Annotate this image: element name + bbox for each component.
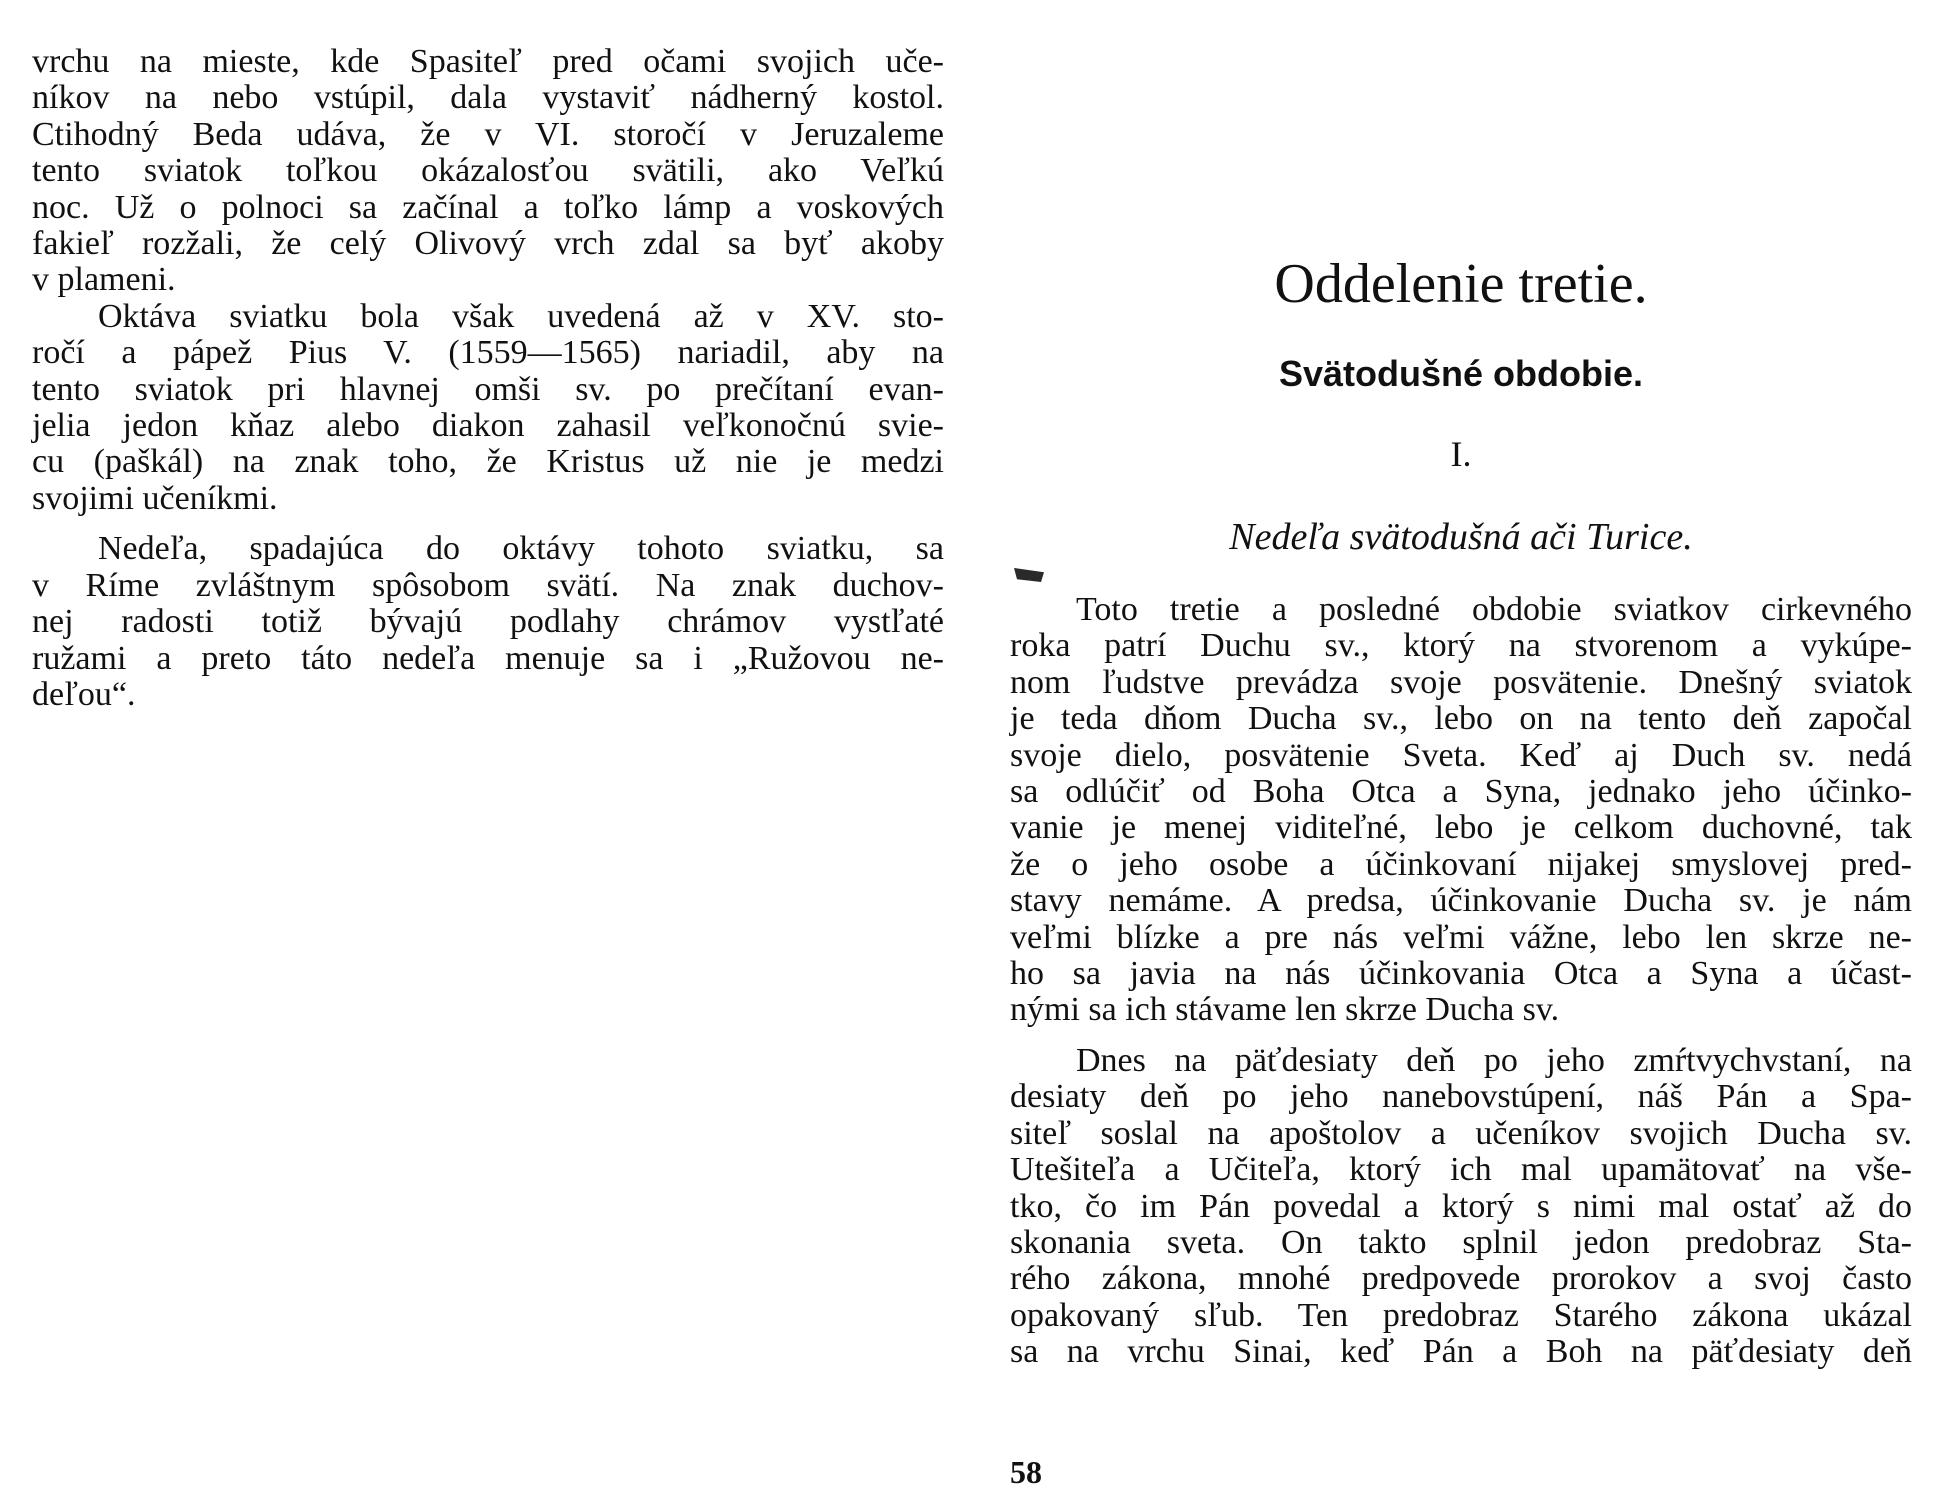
text-line: tko, čo im Pán povedal a ktorý s nimi mal ostať až do: [1010, 1187, 1912, 1225]
right-page: [1010, 0, 1912, 1500]
paragraph: [32, 299, 944, 517]
text-line: ho sa javia na nás účinkovania Otca a Syna a účast-: [1010, 955, 1912, 993]
text-line: skonania sveta. On takto splnil jedon predobraz Sta-: [1010, 1223, 1912, 1261]
print-speck-mark: [1014, 568, 1044, 582]
text-line: ročí a pápež Pius V. (1559—1565) nariadil, aby na: [32, 334, 944, 372]
text-line: desiaty deň po jeho nanebovstúpení, náš Pán a Spa-: [1010, 1078, 1912, 1116]
text-line: Dnes na päťdesiaty deň po jeho zmŕtvychvstaní, na: [1076, 1041, 1912, 1079]
page-number: 58: [1010, 1454, 1042, 1490]
text-line: Oktáva sviatku bola však uvedená až v XV. sto-: [98, 297, 944, 335]
text-line: rého zákona, mnohé predpovede prorokov a svoj často: [1010, 1260, 1912, 1298]
text-line: sa na vrchu Sinai, keď Pán a Boh na päťdesiaty deň: [1010, 1333, 1912, 1371]
text-line: roka patrí Duchu sv., ktorý na stvorenom a vykúpe-: [1010, 627, 1912, 665]
text-line: ružami a preto táto nedeľa menuje sa i „Ružovou ne-: [32, 639, 944, 677]
right-page-text: [1010, 592, 1912, 1371]
text-line: jelia jedon kňaz alebo diakon zahasil veľkonočnú svie-: [32, 407, 944, 445]
text-line: veľmi blízke a pre nás veľmi vážne, lebo len skrze ne-: [1010, 918, 1912, 956]
text-line: opakovaný sľub. Ten predobraz Starého zákona ukázal: [1010, 1296, 1912, 1334]
left-page: [32, 0, 944, 1500]
section-title: Oddelenie tretie.: [1274, 253, 1648, 315]
text-line: je teda dňom Ducha sv., lebo on na tento deň započal: [1010, 700, 1912, 738]
text-line: v plameni.: [32, 261, 176, 299]
text-line: Toto tretie a posledné obdobie sviatkov cirkevného: [1076, 591, 1912, 628]
text-line: sa odlúčiť od Boha Otca a Syna, jednako jeho účinko-: [1010, 773, 1912, 811]
text-line: noc. Už o polnoci sa začínal a toľko lámp a voskových: [32, 188, 944, 226]
paragraph: [1010, 1043, 1912, 1371]
text-line: Ctihodný Beda udáva, že v VI. storočí v Jeruzaleme: [32, 115, 944, 153]
text-line: tento sviatok pri hlavnej omši sv. po prečítaní evan-: [32, 370, 944, 408]
text-line: že o jeho osobe a účinkovaní nijakej smyslovej pred-: [1010, 845, 1912, 883]
text-line: Utešiteľa a Učiteľa, ktorý ich mal upamätovať na vše-: [1010, 1151, 1912, 1189]
paragraph: [32, 44, 944, 299]
text-line: nými sa ich stávame len skrze Ducha sv.: [1010, 991, 1560, 1029]
left-page-text: [32, 44, 944, 713]
text-line: cu (paškál) na znak toho, že Kristus už nie je medzi: [32, 443, 944, 481]
text-line: fakieľ rozžali, že celý Olivový vrch zdal sa byť akoby: [32, 225, 944, 263]
text-line: vrchu na mieste, kde Spasiteľ pred očami svojich uče-: [32, 43, 944, 80]
text-line: tento sviatok toľkou okázalosťou svätili, ako Veľkú: [32, 152, 944, 190]
paragraph: [1010, 592, 1912, 1029]
paragraph: [32, 531, 944, 713]
text-line: nej radosti totiž bývajú podlahy chrámov vystľaté: [32, 603, 944, 641]
text-line: svoje dielo, posvätenie Sveta. Keď aj Duch sv. nedá: [1010, 736, 1912, 774]
text-line: nom ľudstve prevádza svoje posvätenie. Dnešný sviatok: [1010, 663, 1912, 701]
chapter-number: I.: [1450, 434, 1472, 474]
text-line: stavy nemáme. A predsa, účinkovanie Ducha sv. je nám: [1010, 882, 1912, 920]
text-line: Nedeľa, spadajúca do oktávy tohoto sviatku, sa: [98, 530, 944, 568]
chapter-title: Nedeľa svätodušná ači Turice.: [1229, 516, 1693, 558]
section-subtitle: Svätodušné obdobie.: [1278, 353, 1644, 394]
text-line: siteľ soslal na apoštolov a učeníkov svojich Ducha sv.: [1010, 1114, 1912, 1152]
text-line: deľou“.: [32, 675, 136, 713]
text-line: níkov na nebo vstúpil, dala vystaviť nádherný kostol.: [32, 79, 944, 117]
text-line: v Ríme zvláštnym spôsobom svätí. Na znak duchov-: [32, 566, 944, 604]
text-line: vanie je menej viditeľné, lebo je celkom duchovné, tak: [1010, 809, 1912, 847]
text-line: svojimi učeníkmi.: [32, 479, 278, 517]
